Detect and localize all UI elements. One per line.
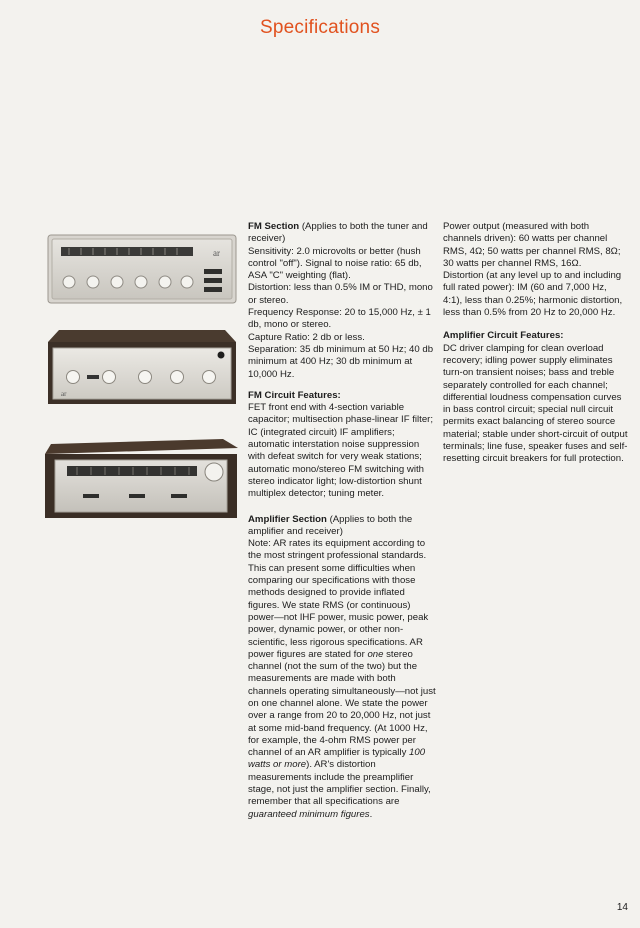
- amplifier-photo: [47, 328, 237, 406]
- fm-spec-sensitivity: Sensitivity: 2.0 microvolts or better (hush control "off"). Signal to noise ratio: 65 db, ASA "C" weighting (flat).: [248, 245, 422, 282]
- receiver-photo: [47, 233, 237, 305]
- amplifier-section-heading: Amplifier Section: [248, 513, 327, 525]
- power-output: Power output (measured with both channels driven): 60 watts per channel RMS, 4Ω; 50 watts per channel RMS, 8Ω; 30 watts per channel RMS, 16Ω.: [443, 221, 621, 269]
- amplifier-circuit-heading: Amplifier Circuit Features:: [443, 330, 564, 342]
- fm-spec-distortion: Distortion: less than 0.5% IM or THD, mono or stereo.: [248, 282, 433, 306]
- amplifier-distortion: Distortion (at any level up to and including full rated power): IM (60 and 7,000 Hz, 4:1), less than 0.25%; harmonic distortion, less than 0.5% from 20 Hz to 20,000 Hz.: [443, 270, 623, 319]
- fm-spec-capture-ratio: Capture Ratio: 2 db or less.: [248, 331, 365, 343]
- amplifier-section-intro: Amplifier Section (Applies to both the amplifier and receiver): [248, 513, 413, 537]
- amplifier-circuit-body: DC driver clamping for clean overload recovery; idling power supply eliminates turn-on transient noises; bass and treble separately controlled for each channel; differential loudness compensation curves in bass control circuit; special null circuit permits exact balancing of stereo source material; stable under short-circuit of output terminals; line fuse, speaker fuses and self-resetting circuit breakers for full protection.: [443, 342, 628, 465]
- right-column: [443, 221, 628, 466]
- middle-column: [248, 221, 436, 821]
- svg-text:ar: ar: [213, 248, 220, 258]
- page-number: 14: [616, 902, 628, 913]
- fm-circuit-heading: FM Circuit Features:: [248, 389, 341, 401]
- svg-text:ar: ar: [61, 390, 67, 398]
- amplifier-note: Note: AR rates its equipment according to the most stringent professional standards. This can present some difficulties when comparing our specifications with those methods designed to provide inflated figures. We state RMS (or continuous) power—not IHF power, music power, peak power, dynamic power, or other non-scientific, less rigorous specifications. AR power figures are stated for one stereo channel (not the sum of the two) but the measurements are made with both channels operating simultaneously—not just on one channel alone. We state the power over a range from 20 to 20,000 Hz, not just at some mid-band frequency. (At 1000 Hz, for example, the 4-ohm RMS power per channel of an AR amplifier is typically 100 watts or more). AR's distortion measurements include the preamplifier stage, not just the amplifier section. Finally, remember that all specifications are guaranteed minimum figures.: [248, 538, 436, 820]
- fm-section-heading: FM Section: [248, 221, 300, 232]
- page-title: Specifications: [259, 17, 381, 38]
- fm-spec-frequency-response: Frequency Response: 20 to 15,000 Hz, ± 1 db, mono or stereo.: [248, 307, 431, 331]
- tuner-photo: [43, 438, 239, 520]
- fm-circuit-body: FET front end with 4-section variable capacitor; multisection phase-linear IF filter; IC (integrated circuit) IF amplifiers; automatic interstation noise suppression with defeat switch for very weak stations; automatic mono/stereo FM switching with stereo indicator light; low-distortion shunt multiplex detector; tuning meter.: [248, 402, 434, 500]
- fm-section-intro: FM Section (Applies to both the tuner and receiver): [248, 221, 428, 245]
- fm-spec-separation: Separation: 35 db minimum at 50 Hz; 40 db minimum at 400 Hz; 30 db minimum at 10,000 Hz.: [248, 343, 434, 380]
